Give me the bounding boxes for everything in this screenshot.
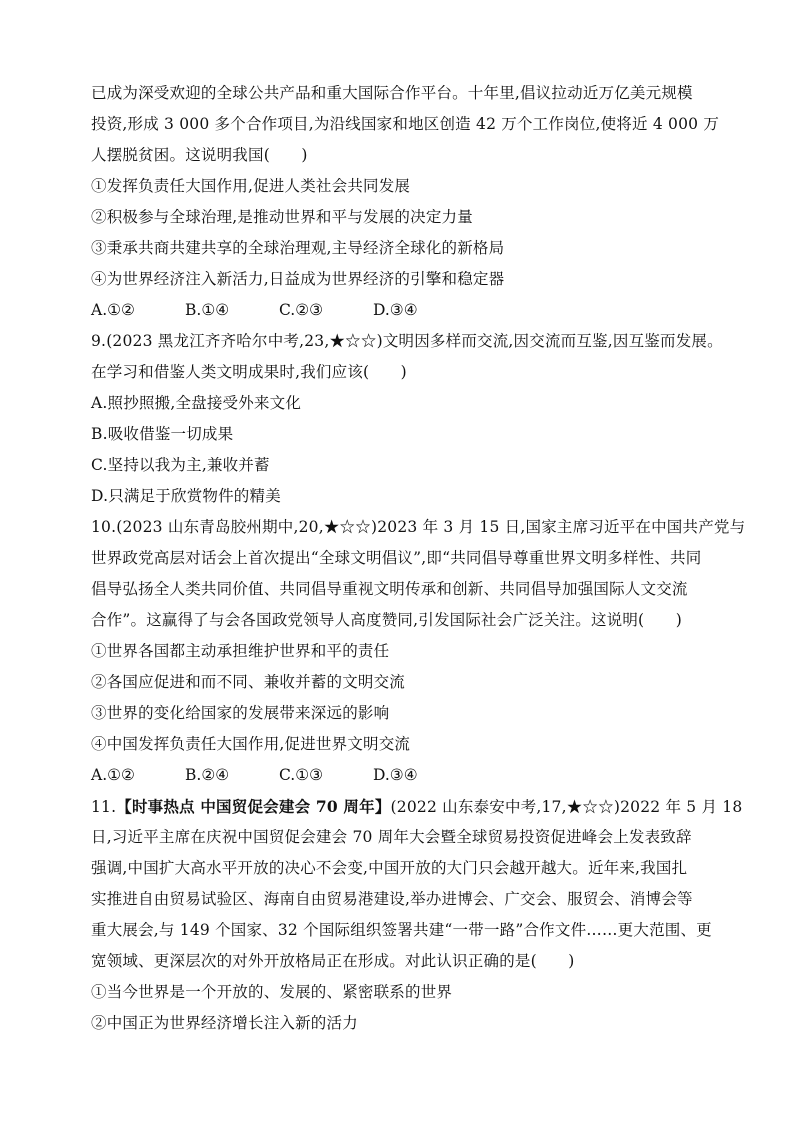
q11-topic-tag: 【时事热点 中国贸促会建会 70 周年】 (116, 797, 391, 816)
q10-statement-4: ④中国发挥负责任大国作用,促进世界文明交流 (91, 735, 411, 753)
q9-stem-line-1: 9.(2023 黑龙江齐齐哈尔中考,23,★☆☆)文明因多样而交流,因交流而互鉴,因互鉴而发展。 (91, 332, 723, 350)
q11-stem-line-6: 宽领域、更深层次的对外开放格局正在形成。对此认识正确的是( ) (91, 952, 575, 970)
q10-statement-2: ②各国应促进和而不同、兼收并蓄的文明交流 (91, 673, 406, 691)
q8-stem-line-2: 投资,形成 3 000 多个合作项目,为沿线国家和地区创造 42 万个工作岗位,使将近 4 000 万 (91, 115, 720, 133)
q10-option-a: A.①② (91, 766, 135, 784)
q10-stem-line-3: 倡导弘扬全人类共同价值、共同倡导重视文明传承和创新、共同倡导加强国际人文交流 (91, 580, 688, 598)
q10-stem-line-4: 合作”。这赢得了与会各国政党领导人高度赞同,引发国际社会广泛关注。这说明( ) (91, 611, 682, 629)
q9-option-d: D.只满足于欣赏物件的精美 (91, 487, 281, 505)
q11-stem-line-4: 实推进自由贸易试验区、海南自由贸易港建设,举办进博会、广交会、服贸会、消博会等 (91, 890, 693, 908)
q11-stem-line-2: 日,习近平主席在庆祝中国贸促会建会 70 周年大会暨全球贸易投资促进峰会上发表致辞 (91, 828, 692, 846)
q8-options (91, 295, 715, 326)
q11-stem-line-5: 重大展会,与 149 个国家、32 个国际组织签署共建“一带一路”合作文件……更大范围、更 (91, 921, 712, 939)
q11-statement-2: ②中国正为世界经济增长注入新的活力 (91, 1014, 358, 1032)
q10-option-b: B.②④ (185, 766, 230, 784)
q10-stem-line-1: 10.(2023 山东青岛胶州期中,20,★☆☆)2023 年 3 月 15 日,国家主席习近平在中国共产党与 (91, 518, 746, 536)
q8-option-d: D.③④ (373, 301, 418, 319)
q10-options (91, 760, 715, 791)
q8-option-c: C.②③ (279, 301, 324, 319)
q8-statement-2: ②积极参与全球治理,是推动世界和平与发展的决定力量 (91, 208, 473, 226)
q11-stem-line-3: 强调,中国扩大高水平开放的决心不会变,中国开放的大门只会越开越大。近年来,我国扎 (91, 859, 688, 877)
document-page (91, 78, 746, 1039)
q11-source: (2022 山东泰安中考,17,★☆☆)2022 年 5 月 18 (390, 798, 743, 816)
q10-statement-1: ①世界各国都主动承担维护世界和平的责任 (91, 642, 390, 660)
q9-stem-line-2: 在学习和借鉴人类文明成果时,我们应该( ) (91, 363, 407, 381)
q11-number: 11. (91, 798, 117, 816)
q8-option-b: B.①④ (185, 301, 230, 319)
q10-option-c: C.①③ (279, 766, 324, 784)
q9-option-b: B.吸收借鉴一切成果 (91, 425, 234, 443)
q8-stem-line-1: 已成为深受欢迎的全球公共产品和重大国际合作平台。十年里,倡议拉动近万亿美元规模 (91, 84, 693, 102)
q8-statement-4: ④为世界经济注入新活力,日益成为世界经济的引擎和稳定器 (91, 270, 505, 288)
q10-statement-3: ③世界的变化给国家的发展带来深远的影响 (91, 704, 390, 722)
q8-option-a: A.①② (91, 301, 135, 319)
q8-stem-line-3: 人摆脱贫困。这说明我国( ) (91, 146, 308, 164)
q9-option-c: C.坚持以我为主,兼收并蓄 (91, 456, 270, 474)
question-11 (91, 791, 743, 1039)
q8-statement-3: ③秉承共商共建共享的全球治理观,主导经济全球化的新格局 (91, 239, 505, 257)
q11-stem-line-1 (91, 791, 743, 822)
q9-option-a: A.照抄照搬,全盘接受外来文化 (91, 394, 302, 412)
question-10 (91, 512, 746, 791)
q10-stem-line-2: 世界政党高层对话会上首次提出“全球文明倡议”,即“共同倡导尊重世界文明多样性、共同 (91, 549, 702, 567)
question-9 (91, 326, 723, 512)
question-8 (91, 78, 720, 326)
q10-option-d: D.③④ (373, 766, 418, 784)
q11-statement-1: ①当今世界是一个开放的、发展的、紧密联系的世界 (91, 983, 453, 1001)
q8-statement-1: ①发挥负责任大国作用,促进人类社会共同发展 (91, 177, 411, 195)
